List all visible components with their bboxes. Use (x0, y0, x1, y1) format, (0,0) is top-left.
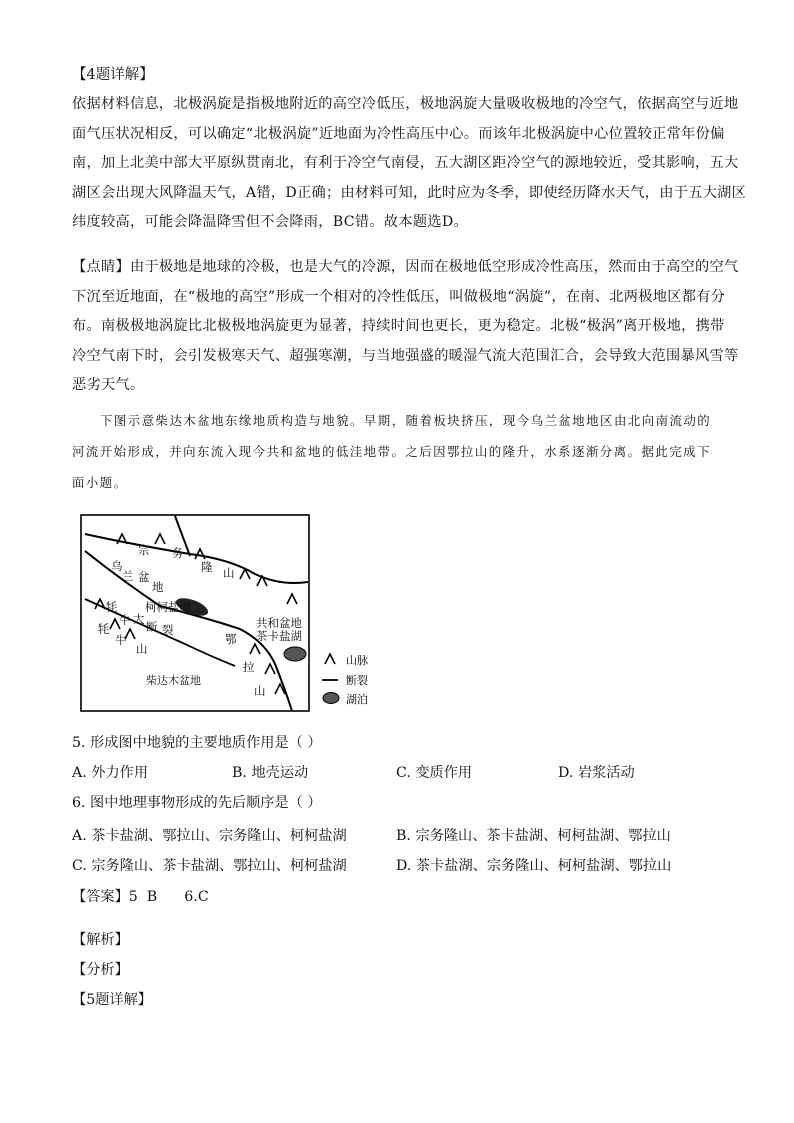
legend-fault-label: 断裂 (346, 674, 368, 687)
mountain-icon (125, 629, 135, 639)
q6-option-a: A. 茶卡盐湖、鄂拉山、宗务隆山、柯柯盐湖 (72, 828, 347, 844)
intro-line: 下图示意柴达木盆地东缘地质构造与地貌。早期，随着板块挤压，现今乌兰盆地地区由北向南流动的 (100, 413, 712, 428)
mountain-icon (265, 664, 275, 674)
wulan-label: 乌 (111, 559, 123, 573)
q6-stem: 6. 图中地理事物形成的先后顺序是（ ） (72, 795, 322, 811)
q6-option-b: B. 宗务隆山、茶卡盐湖、柯柯盐湖、鄂拉山 (396, 828, 671, 844)
fenxi-heading: 【分析】 (72, 962, 129, 978)
maoniu-label: 山 (136, 642, 148, 656)
map-legend (322, 654, 368, 706)
fault-label: 断 (146, 620, 158, 634)
tip-line: 恶劣天气。 (72, 377, 145, 393)
mountain-icon (250, 644, 260, 654)
q5-option-c: C. 变质作用 (396, 765, 473, 781)
intro-paragraph (72, 405, 726, 498)
q6-option-c: C. 宗务隆山、茶卡盐湖、鄂拉山、柯柯盐湖 (72, 858, 347, 874)
answer-line: 【答案】5 B 6.C (72, 889, 209, 905)
tip-paragraph (72, 253, 739, 401)
geology-map (80, 514, 380, 714)
q5-detail-heading: 【5题详解】 (72, 992, 152, 1008)
q4-paragraph (72, 90, 747, 238)
fault-label: 裂 (162, 623, 174, 637)
analysis-heading: 【解析】 (72, 932, 129, 948)
legend-lake-label: 湖泊 (346, 693, 368, 706)
q5-option-d: D. 岩浆活动 (558, 765, 635, 781)
zongwu-label: 隆 (201, 560, 213, 574)
legend-mountain-label: 山脉 (346, 654, 368, 667)
maoniu-label: 牛 (115, 633, 127, 647)
maoniu-label: 牦 (98, 622, 110, 636)
chaka-lake-shape (284, 647, 306, 661)
q6-options-row2 (72, 851, 732, 881)
legend-lake-icon (323, 693, 339, 704)
maoniu-label: 牛 (119, 613, 131, 627)
mountain-icon (287, 594, 297, 604)
chaka-lake-label: 茶卡盐湖 (256, 629, 302, 643)
intro-line: 面小题。 (72, 475, 128, 490)
q5-option-a: A. 外力作用 (72, 765, 149, 781)
ela-label: 山 (254, 684, 266, 698)
q4-line: 纬度较高，可能会降温降雪但不会降雨，BC错。故本题选D。 (72, 214, 469, 230)
q4-line: 南，加上北美中部大平原纵贯南北，有利于冷空气南侵，五大湖区距冷空气的源地较近，受其影响，五大 (72, 155, 739, 171)
q4-heading: 【4题详解】 (72, 67, 154, 83)
q6-options-row1 (72, 821, 732, 851)
ela-label: 鄂 (225, 632, 237, 646)
chaidamu-label: 柴达木盆地 (146, 674, 201, 687)
q4-line: 湖区会出现大风降温天气，A错，D正确；由材料可知，此时应为冬季，即使经历降水天气，由于五大湖区 (72, 184, 747, 201)
tip-line: 冷空气南下时，会引发极寒天气、超强寒潮，与当地强盛的暖湿气流大范围汇合，会导致大范围暴风雪等 (72, 347, 739, 364)
q4-line: 依据材料信息，北极涡旋是指极地附近的高空冷低压，极地涡旋大量吸收极地的冷空气，依据高空与近地 (72, 96, 739, 112)
zongwu-label: 山 (223, 566, 235, 580)
intro-line: 河流开始形成，并向东流入现今共和盆地的低洼地带。之后因鄂拉山的隆升，水系逐渐分离。据此完成下 (72, 444, 711, 459)
legend-mountain-icon (325, 654, 335, 664)
q4-line: 面气压状况相反，可以确定“北极涡旋”近地面为冷性高压中心。而该年北极涡旋中心位置较正常年份偏 (72, 125, 725, 142)
fault-label: 大 (133, 612, 145, 626)
tip-line: 【点睛】由于极地是地球的冷极，也是大气的冷源，因而在极地低空形成冷性高压，然而由于高空的空气 (72, 259, 739, 275)
ela-label: 拉 (243, 660, 255, 674)
tip-line: 布。南极极地涡旋比北极极地涡旋更为显著，持续时间也更长，更为稳定。北极“极涡”离开极地，携带 (72, 318, 725, 334)
q5-options (72, 758, 732, 788)
q5-option-b: B. 地壳运动 (232, 765, 309, 781)
q6-option-d: D. 茶卡盐湖、宗务隆山、柯柯盐湖、鄂拉山 (396, 858, 672, 874)
mountain-icon (155, 534, 165, 544)
zongwu-label: 务 (172, 546, 184, 560)
keke-lake-label: 柯柯盐湖 (145, 600, 191, 614)
maoniu-label: 牦 (106, 600, 118, 614)
q5-stem: 5. 形成图中地貌的主要地质作用是（ ） (72, 735, 322, 751)
wulan-label: 兰 (122, 569, 134, 583)
wulan-label: 地 (152, 580, 164, 594)
wulan-label: 盆 (138, 570, 150, 584)
zongwu-label: 宗 (138, 543, 150, 557)
tip-line: 下沉至近地面，在“极地的高空”形成一个相对的冷性低压，叫做极地“涡旋”，在南、北两极地区都有分 (72, 288, 726, 305)
gonghe-basin-label: 共和盆地 (256, 616, 302, 630)
